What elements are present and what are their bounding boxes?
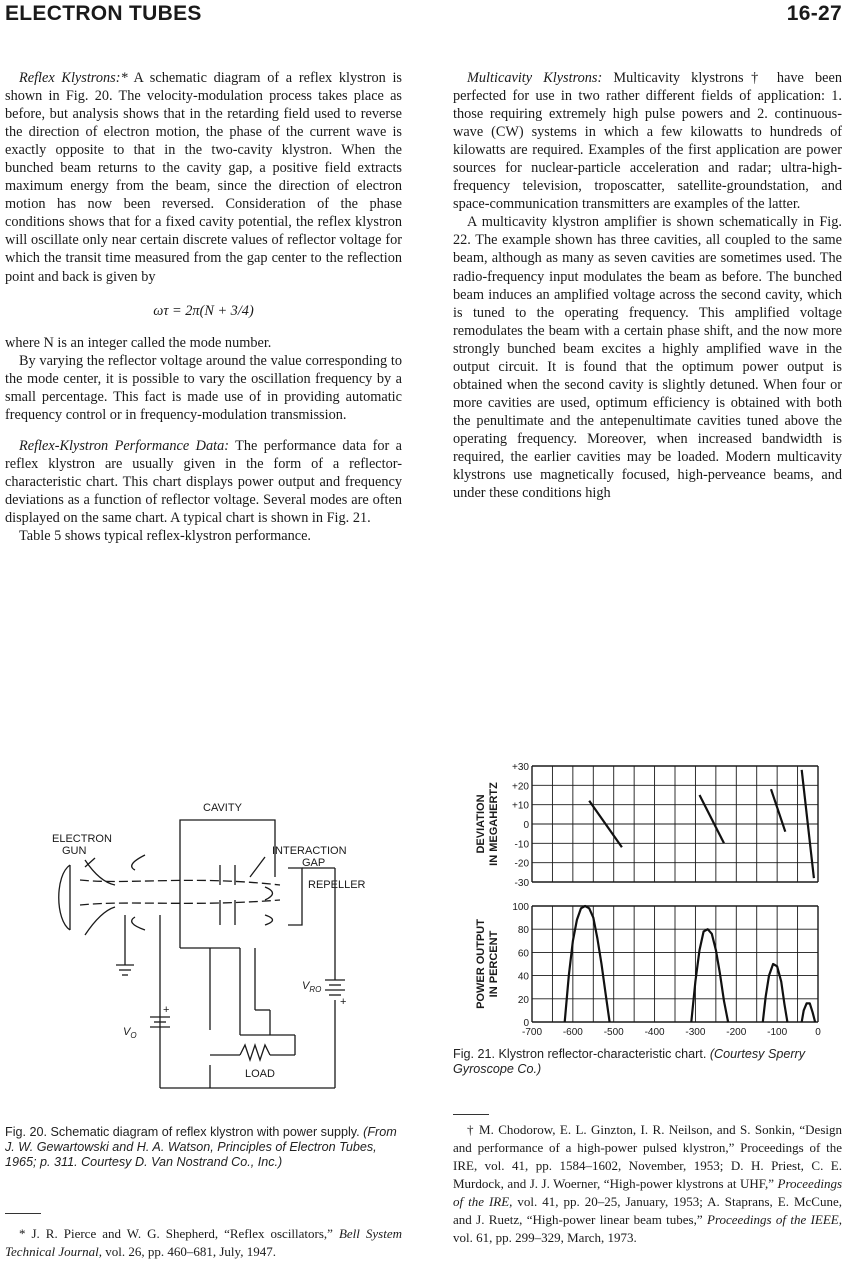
- fig20-caption: Fig. 20. Schematic diagram of reflex klystron with power supply. (From J. W. Gewartowski and H. A. Watson, Principles of Electron Tubes, 1965; p. 311. Courtesy D. Van Nostrand Co., Inc.): [5, 1125, 397, 1170]
- y-tick-label: -30: [514, 878, 529, 889]
- y-tick-label: +30: [512, 762, 529, 773]
- footnote-right: † M. Chodorow, E. L. Ginzton, I. R. Neilson, and S. Sonkin, “Design and performance of a high-power pulsed klystron,” Proceedings of the IRE, vol. 41, pp. 1584–1602, November, 1953; D. H. Priest, C. E. Murdock, and J. J. Woerner, “High-power klystrons at UHF,” Proceedings of the IRE, vol. 41, pp. 20–25, January, 1953; A. Staprans, E. McCune, and J. Ruetz, “High-power linear beam tubes,” Proceedings of the IEEE, vol. 61, pp. 299–329, March, 1973.: [453, 1122, 842, 1245]
- x-tick-label: -700: [521, 1027, 543, 1038]
- paragraph: By varying the reflector voltage around the value corresponding to the mode center, it is possible to vary the oscillation frequency by a small percentage. This fact is made use of in providing automatic frequency control or in frequency-modulation transmission.: [5, 352, 402, 423]
- y-tick-label: 60: [517, 948, 529, 960]
- paragraph: A multicavity klystron amplifier is shown schematically in Fig. 22. The example shown has three cavities, all coupled to the same beam, although as many as seven cavities are sometimes used. The radio-frequency input modulates the beam as before. The bunched beam induces an amplified voltage across the second cavity, which is tuned to the operating frequency. This amplified voltage remodulates the beam with a certain phase shift, and the now more strongly bunched beam excites a highly amplified wave in the output circuit. It is found that the optimum power output is obtained when the second cavity is slightly detuned. When four or more cavities are used, optimum efficiency is obtained with both the penultimate and the antepenultimate cavities tuned above the operating frequency. Moreover, when increased bandwidth is required, the earlier cavities may be loaded. Modern multicavity klystrons use magnetically focused, high-perveance beams, and under these conditions high: [453, 214, 842, 502]
- page-number: 16-27: [786, 2, 842, 25]
- y-tick-label: 20: [517, 994, 529, 1006]
- label-vro: $V_{RO}$: [302, 980, 322, 994]
- label-repeller: REPELLER: [308, 879, 366, 891]
- running-header: ELECTRON TUBES: [5, 2, 202, 25]
- paragraph-reflex-klystrons: Reflex Klystrons:* A schematic diagram of a reflex klystron is shown in Fig. 20. The velocity-modulation process takes place as before, but analysis shows that in the retarding field used to reverse the direction of electron motion, the phase of the current wave is exactly opposite to that in the two-cavity klystron. When the bunched beam returns to the cavity gap, a positive field extracts maximum energy from the beam, since the direction of electron motion has now been reversed. Consideration of the phase conditions shows that for a fixed cavity potential, the reflex klystron will oscillate only near certain discrete values of reflector voltage for which the transit time measured from the gap center to the reflection point and back is given by: [5, 70, 402, 285]
- y-tick-label: +20: [512, 781, 529, 793]
- x-tick-label: -600: [562, 1027, 583, 1038]
- y-tick-label: 40: [517, 971, 529, 983]
- label-plus: +: [163, 1004, 170, 1016]
- deviation-mode-2: [700, 795, 725, 843]
- footnote-rule: [453, 1114, 489, 1115]
- power-mode-3: [763, 964, 788, 1022]
- right-column: [453, 69, 842, 502]
- label-vo: $V_O$: [123, 1026, 137, 1040]
- label-plus: +: [340, 996, 347, 1008]
- label-gap: GAP: [302, 857, 326, 869]
- power-mode-4: [802, 1003, 815, 1022]
- x-tick-label: -300: [685, 1027, 706, 1038]
- y-axis-label: POWER OUTPUT: [475, 919, 487, 1009]
- x-tick-label: -200: [726, 1027, 747, 1038]
- paragraph-performance-data: Reflex-Klystron Performance Data: The performance data for a reflex klystron are usually given in the form of a reflector-characteristic chart. This chart displays power output and frequency deviations as a function of reflector voltage. Several modes are often displayed on the same chart. A typical chart is shown in Fig. 21.: [5, 437, 402, 527]
- label-interaction: INTERACTION: [272, 845, 347, 857]
- footnote-rule: [5, 1213, 41, 1214]
- y-axis-label: IN MEGAHERTZ: [488, 782, 500, 866]
- label-cavity: CAVITY: [203, 802, 242, 814]
- x-tick-label: -100: [767, 1027, 788, 1038]
- y-axis-label: IN PERCENT: [488, 930, 500, 998]
- y-axis-label: DEVIATION: [475, 794, 487, 854]
- fig20-schematic: [40, 765, 370, 1105]
- x-tick-label: 0: [815, 1027, 821, 1038]
- y-tick-label: 0: [523, 1018, 529, 1029]
- label-electron: ELECTRON: [52, 833, 112, 845]
- footnote-left: * J. R. Pierce and W. G. Shepherd, “Reflex oscillators,” Bell System Technical Journal, vol. 26, pp. 460–681, July, 1947.: [5, 1226, 402, 1259]
- label-gun: GUN: [62, 845, 87, 857]
- fig21-caption: Fig. 21. Klystron reflector-characteristic chart. (Courtesy Sperry Gyroscope Co.): [453, 1047, 806, 1077]
- y-tick-label: 100: [512, 902, 529, 913]
- equation: ωτ = 2π(N + 3/4): [153, 302, 254, 319]
- y-tick-label: -20: [514, 858, 529, 870]
- label-load: LOAD: [245, 1068, 275, 1080]
- power-mode-1: [565, 906, 610, 1022]
- section-title: Reflex Klystrons:*: [19, 70, 128, 86]
- reflex-klystron-diagram: [40, 765, 370, 1105]
- section-title: Multicavity Klystrons:: [467, 70, 603, 86]
- y-tick-label: 0: [523, 820, 529, 831]
- section-title: Reflex-Klystron Performance Data:: [19, 437, 229, 454]
- deviation-mode-3: [771, 789, 785, 832]
- y-tick-label: 80: [517, 925, 529, 937]
- y-tick-label: -10: [514, 839, 529, 851]
- left-column: [5, 69, 402, 545]
- x-tick-label: -500: [603, 1027, 624, 1038]
- paragraph-multicavity: Multicavity Klystrons: Multicavity klystrons† have been perfected for use in two rather different fields of application: 1. those requiring extremely high pulse powers and 2. continuous-wave (CW) systems in which a few kilowatts to hundreds of kilowatts are required. Examples of the first application are power sources for nuclear-particle acceleration and radar; ultra-high-frequency television, troposcatter, satellite-groundstation, and space-communication transmitters are examples of the latter.: [453, 70, 842, 213]
- paragraph: where N is an integer called the mode number.: [5, 334, 272, 351]
- y-tick-label: +10: [512, 800, 529, 812]
- fig21-chart: [470, 758, 842, 1040]
- paragraph: Table 5 shows typical reflex-klystron performance.: [19, 528, 311, 545]
- reflector-characteristic-chart: [470, 758, 842, 1040]
- x-tick-label: -400: [644, 1027, 665, 1038]
